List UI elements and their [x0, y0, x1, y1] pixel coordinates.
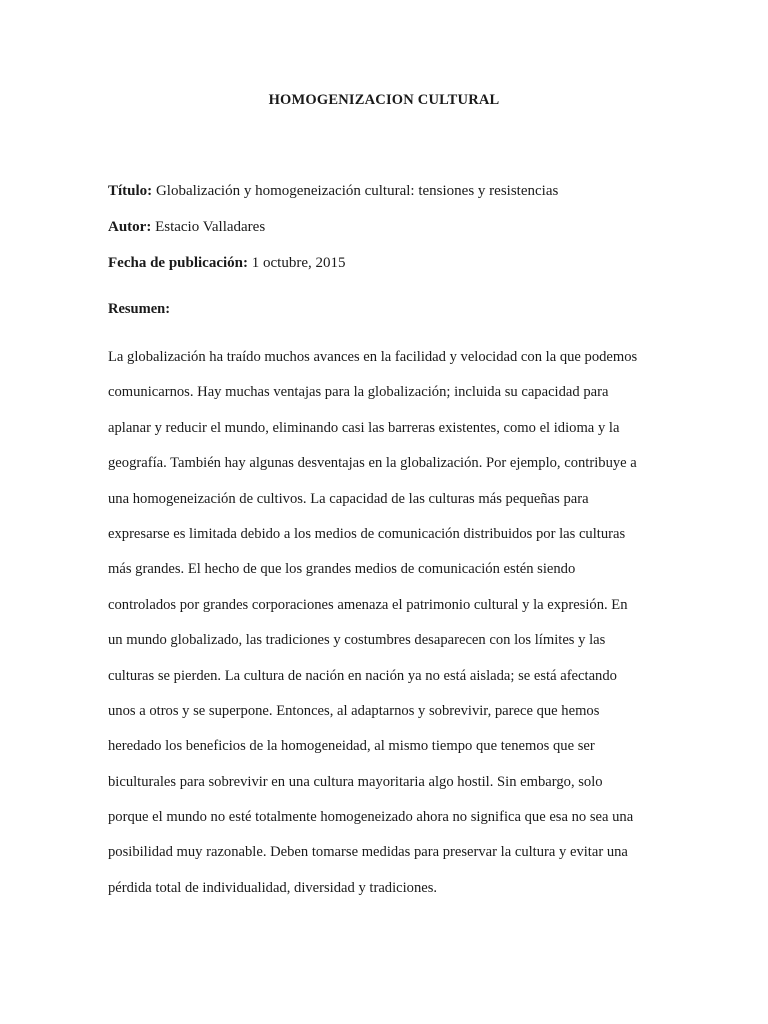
document-heading: HOMOGENIZACION CULTURAL [268, 92, 500, 108]
summary-line: una homogeneización de cultivos. La capacidad de las culturas más pequeñas para [108, 490, 589, 507]
summary-line: heredado los beneficios de la homogeneidad, al mismo tiempo que tenemos que ser [108, 738, 595, 755]
summary-line: biculturales para sobrevivir en una cultura mayoritaria algo hostil. Sin embargo, solo [108, 773, 603, 790]
date-label: Fecha de publicación: [108, 255, 249, 271]
date-field [108, 255, 346, 272]
summary-line: expresarse es limitada debido a los medios de comunicación distribuidos por las culturas [108, 525, 626, 542]
author-field [108, 219, 265, 236]
summary-line: culturas se pierden. La cultura de nación en nación ya no está aislada; se está afectando [108, 667, 617, 684]
summary-line: un mundo globalizado, las tradiciones y costumbres desaparecen con los límites y las [108, 632, 606, 649]
summary-line: geografía. También hay algunas desventajas en la globalización. Por ejemplo, contribuye a [108, 455, 637, 472]
summary-line: pérdida total de individualidad, diversidad y tradiciones. [108, 879, 438, 896]
title-label: Título: [108, 183, 153, 199]
summary-heading: Resumen: [108, 301, 171, 317]
summary-line: comunicarnos. Hay muchas ventajas para la globalización; incluida su capacidad para [108, 384, 609, 401]
summary-line: controlados por grandes corporaciones amenaza el patrimonio cultural y la expresión. En [108, 596, 628, 613]
summary-line: más grandes. El hecho de que los grandes medios de comunicación estén siendo [108, 561, 576, 578]
summary-line: aplanar y reducir el mundo, eliminando casi las barreras existentes, como el idioma y la [108, 419, 620, 436]
summary-line: La globalización ha traído muchos avances en la facilidad y velocidad con la que podemos [108, 349, 638, 365]
summary-paragraph [108, 345, 668, 911]
summary-line: posibilidad muy razonable. Deben tomarse medidas para preservar la cultura y evitar una [108, 844, 628, 861]
summary-line: unos a otros y se superpone. Entonces, al adaptarnos y sobrevivir, parece que hemos [108, 702, 600, 719]
date-value: 1 octubre, 2015 [251, 255, 346, 271]
title-field [108, 183, 558, 200]
title-value: Globalización y homogeneización cultural: tensiones y resistencias [155, 183, 559, 199]
author-value: Estacio Valladares [155, 219, 266, 235]
summary-line: porque el mundo no esté totalmente homogeneizado ahora no significa que esa no sea una [108, 809, 634, 826]
author-label: Autor: [108, 219, 152, 235]
